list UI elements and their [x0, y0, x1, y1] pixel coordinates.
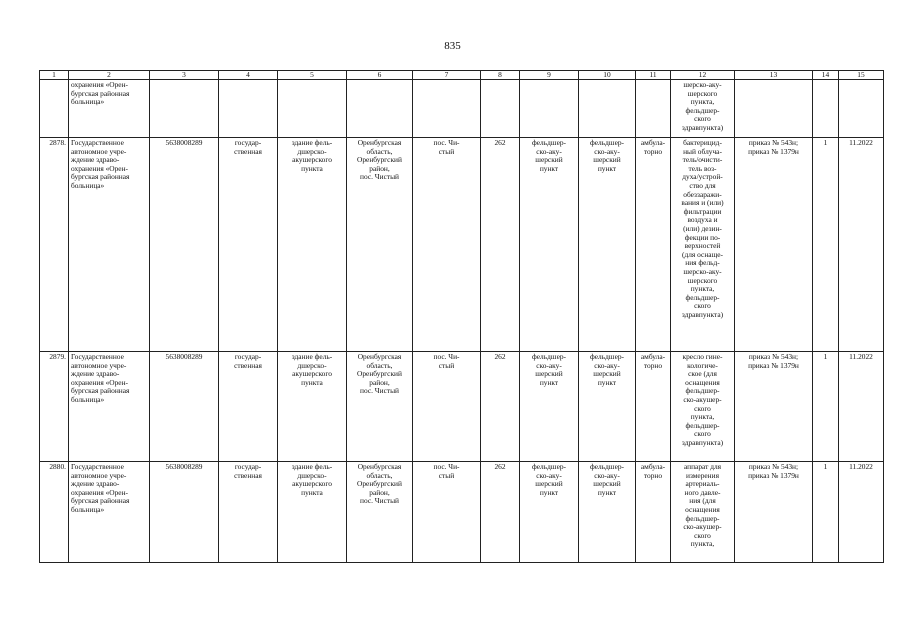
equipment-cell: аппарат для измерения артериаль- ного давле- ния (для оснащения фельдшер- ско-акушер- ского пункта,	[671, 462, 735, 563]
population-cell: 262	[481, 352, 520, 462]
table-row	[40, 462, 884, 563]
building-cell: здание фель- дшерско- акушерского пункта	[278, 138, 347, 352]
column-header: 1	[40, 71, 69, 80]
table-cell	[219, 80, 278, 138]
table-cell	[813, 80, 839, 138]
column-header: 10	[579, 71, 636, 80]
care-form-cell: амбула- торно	[636, 462, 671, 563]
column-header: 9	[520, 71, 579, 80]
column-header: 12	[671, 71, 735, 80]
table-cell: охранения «Орен- бургская районная больница»	[69, 80, 150, 138]
population-cell: 262	[481, 138, 520, 352]
settlement-cell: пос. Чи- стый	[413, 352, 481, 462]
facility-cell: фельдшер- ско-аку- шерский пункт	[579, 352, 636, 462]
inn-cell: 5638008289	[150, 138, 219, 352]
organization-cell: Государственное автономное учре- ждение здраво- охранения «Орен- бургская районная больница»	[69, 138, 150, 352]
date-cell: 11.2022	[839, 138, 884, 352]
ownership-cell: государ- ственная	[219, 462, 278, 563]
order-cell: приказ № 543н; приказ № 1379н	[735, 138, 813, 352]
continuation-row	[40, 80, 884, 138]
address-cell: Оренбургская область, Оренбургский район, пос. Чистый	[347, 462, 413, 563]
table-cell	[278, 80, 347, 138]
facility-type-cell: фельдшер- ско-аку- шерский пункт	[520, 462, 579, 563]
date-cell: 11.2022	[839, 352, 884, 462]
column-number-row	[40, 71, 884, 80]
quantity-cell: 1	[813, 462, 839, 563]
settlement-cell: пос. Чи- стый	[413, 138, 481, 352]
ownership-cell: государ- ственная	[219, 138, 278, 352]
registry-table	[39, 70, 884, 563]
facility-cell: фельдшер- ско-аку- шерский пункт	[579, 138, 636, 352]
table-cell: шерско-аку- шерского пункта, фельдшер- ского здравпункта)	[671, 80, 735, 138]
facility-type-cell: фельдшер- ско-аку- шерский пункт	[520, 138, 579, 352]
facility-type-cell: фельдшер- ско-аку- шерский пункт	[520, 352, 579, 462]
column-header: 5	[278, 71, 347, 80]
population-cell: 262	[481, 462, 520, 563]
organization-cell: Государственное автономное учре- ждение здраво- охранения «Орен- бургская районная больница»	[69, 462, 150, 563]
table-row	[40, 352, 884, 462]
page-number: 835	[444, 40, 461, 52]
row-number: 2878.	[40, 138, 69, 352]
column-header: 15	[839, 71, 884, 80]
column-header: 7	[413, 71, 481, 80]
building-cell: здание фель- дшерско- акушерского пункта	[278, 462, 347, 563]
quantity-cell: 1	[813, 138, 839, 352]
column-header: 2	[69, 71, 150, 80]
table-cell	[413, 80, 481, 138]
table-cell	[520, 80, 579, 138]
inn-cell: 5638008289	[150, 352, 219, 462]
care-form-cell: амбула- торно	[636, 352, 671, 462]
row-number: 2879.	[40, 352, 69, 462]
ownership-cell: государ- ственная	[219, 352, 278, 462]
table-cell	[579, 80, 636, 138]
column-header: 11	[636, 71, 671, 80]
date-cell: 11.2022	[839, 462, 884, 563]
row-number: 2880.	[40, 462, 69, 563]
care-form-cell: амбула- торно	[636, 138, 671, 352]
table-cell	[636, 80, 671, 138]
table-cell	[735, 80, 813, 138]
quantity-cell: 1	[813, 352, 839, 462]
order-cell: приказ № 543н; приказ № 1379н	[735, 462, 813, 563]
table-row	[40, 138, 884, 352]
order-cell: приказ № 543н; приказ № 1379н	[735, 352, 813, 462]
column-header: 6	[347, 71, 413, 80]
column-header: 14	[813, 71, 839, 80]
settlement-cell: пос. Чи- стый	[413, 462, 481, 563]
organization-cell: Государственное автономное учре- ждение здраво- охранения «Орен- бургская районная больница»	[69, 352, 150, 462]
column-header: 8	[481, 71, 520, 80]
facility-cell: фельдшер- ско-аку- шерский пункт	[579, 462, 636, 563]
table-cell	[347, 80, 413, 138]
column-header: 13	[735, 71, 813, 80]
building-cell: здание фель- дшерско- акушерского пункта	[278, 352, 347, 462]
inn-cell: 5638008289	[150, 462, 219, 563]
table-cell	[40, 80, 69, 138]
table-cell	[839, 80, 884, 138]
equipment-cell: кресло гине- кологиче- ское (для оснащения фельдшер- ско-акушер- ского пункта, фельдшер- ского здравпункта)	[671, 352, 735, 462]
address-cell: Оренбургская область, Оренбургский район, пос. Чистый	[347, 352, 413, 462]
address-cell: Оренбургская область, Оренбургский район, пос. Чистый	[347, 138, 413, 352]
table-cell	[481, 80, 520, 138]
column-header: 3	[150, 71, 219, 80]
equipment-cell: бактерицид- ный облуча- тель/очисти- тель воз- духа/устрой- ство для обеззаражи- вания и (или) фильтрации воздуха и (или) дезин- фекции по- верхностей (для оснаще- ния фельд- шерско-аку- шерского пункта, фельдшер- ского здравпункта)	[671, 138, 735, 352]
table-cell	[150, 80, 219, 138]
column-header: 4	[219, 71, 278, 80]
